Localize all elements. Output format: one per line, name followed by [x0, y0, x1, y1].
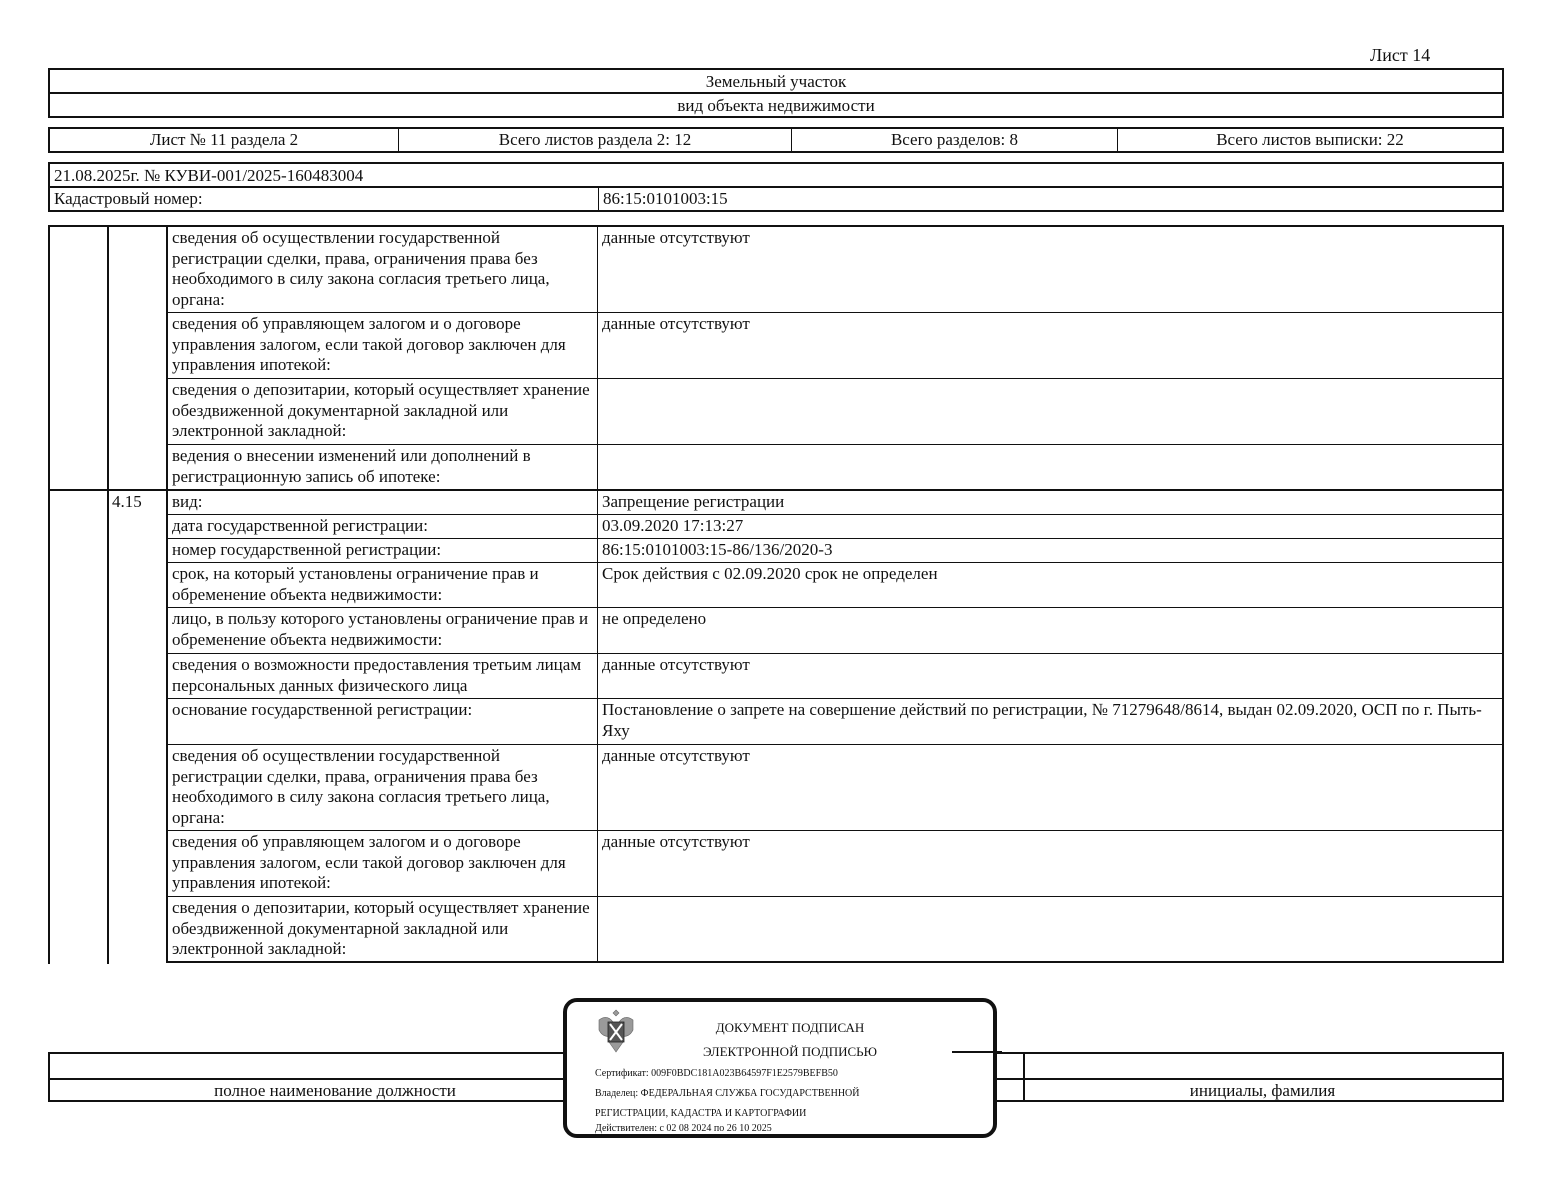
table-row [166, 539, 1504, 563]
total-sections: Всего разделов: 8 [792, 129, 1118, 151]
row-label: дата государственной регистрации: [166, 515, 598, 538]
table-row [166, 227, 1504, 313]
row-label: основание государственной регистрации: [166, 699, 598, 744]
table-row [166, 699, 1504, 745]
row-value: Постановление о запрете на совершение действий по регистрации, № 71279648/8614, выдан 02.09.2020, ОСП по г. Пыть-Яху [598, 699, 1504, 744]
row-value: данные отсутствуют [598, 745, 1504, 830]
row-value: данные отсутствуют [598, 831, 1504, 896]
table-row [166, 515, 1504, 539]
table-row [166, 445, 1504, 489]
row-label: ведения о внесении изменений или дополнений в регистрационную запись об ипотеке: [166, 445, 598, 489]
stamp-owner-line2: РЕГИСТРАЦИИ, КАДАСТРА И КАРТОГРАФИИ [595, 1108, 807, 1119]
object-type-header [48, 68, 1504, 118]
extract-date-number: 21.08.2025г. № КУВИ-001/2025-160483004 [50, 164, 1502, 188]
row-label: лицо, в пользу которого установлены ограничение прав и обременение объекта недвижимости: [166, 608, 598, 653]
stamp-owner-line1: Владелец: ФЕДЕРАЛЬНАЯ СЛУЖБА ГОСУДАРСТВЕННОЙ [595, 1088, 860, 1099]
table-row [166, 608, 1504, 654]
stamp-validity: Действителен: с 02 08 2024 по 26 10 2025 [595, 1123, 772, 1134]
stamp-title-line2: ЭЛЕКТРОННОЙ ПОДПИСЬЮ [703, 1044, 877, 1059]
row-value: Запрещение регистрации [598, 491, 1504, 514]
row-label: сведения о возможности предоставления третьим лицам персональных данных физического лица [166, 654, 598, 698]
row-value: 03.09.2020 17:13:27 [598, 515, 1504, 538]
row-value: данные отсутствуют [598, 227, 1504, 312]
object-type-caption: вид объекта недвижимости [677, 96, 875, 115]
row-label: сведения о депозитарии, который осуществляет хранение обездвиженной документарной закладной или электронной закладной: [166, 897, 598, 961]
position-caption: полное наименование должности [214, 1081, 456, 1100]
table-row [166, 745, 1504, 831]
sheet-number: Лист 14 [1370, 45, 1431, 65]
row-label: срок, на который установлены ограничение прав и обременение объекта недвижимости: [166, 563, 598, 607]
table-row [166, 491, 1504, 515]
row-value: Срок действия с 02.09.2020 срок не определен [598, 563, 1504, 607]
object-type: Земельный участок [50, 70, 1502, 94]
table-row [166, 831, 1504, 897]
row-value: данные отсутствуют [598, 654, 1504, 698]
stamp-certificate: Сертификат: 009F0BDC181A023B64597F1E2579BEFB50 [595, 1068, 838, 1079]
row-value: 86:15:0101003:15-86/136/2020-3 [598, 539, 1504, 562]
table-left-border [48, 225, 50, 964]
row-value: не определено [598, 608, 1504, 653]
continuation-block [166, 227, 1504, 489]
table-row [166, 654, 1504, 699]
row-value [598, 379, 1504, 444]
row-label: номер государственной регистрации: [166, 539, 598, 562]
electronic-signature-stamp [563, 998, 997, 1138]
extract-identification [48, 162, 1504, 212]
row-label: сведения об осуществлении государственной регистрации сделки, права, ограничения права без необходимого в силу закона согласия третьего лица, органа: [166, 745, 598, 830]
total-extract-sheets: Всего листов выписки: 22 [1216, 130, 1404, 149]
cadastral-number-label: Кадастровый номер: [50, 188, 599, 210]
row-label: сведения об управляющем залогом и о договоре управления залогом, если такой договор заключен для управления ипотекой: [166, 831, 598, 896]
table-number-column-border [107, 225, 109, 964]
total-section-sheets: Всего листов раздела 2: 12 [399, 129, 792, 151]
sheet-of-section: Лист № 11 раздела 2 [50, 129, 399, 151]
row-label: сведения об осуществлении государственной регистрации сделки, права, ограничения права без необходимого в силу закона согласия третьего лица, органа: [166, 227, 598, 312]
table-row [166, 313, 1504, 379]
name-caption: инициалы, фамилия [1189, 1081, 1336, 1100]
row-label: вид: [166, 491, 598, 514]
cadastral-number-value: 86:15:0101003:15 [603, 189, 728, 208]
entry-number: 4.15 [112, 492, 142, 511]
table-row [166, 897, 1504, 963]
table-row [166, 379, 1504, 445]
sheet-info-row [48, 127, 1504, 153]
row-value [598, 897, 1504, 961]
row-value [598, 445, 1504, 489]
row-value: данные отсутствуют [598, 313, 1504, 378]
stamp-guide-line [952, 1051, 1002, 1053]
row-label: сведения о депозитарии, который осуществляет хранение обездвиженной документарной закладной или электронной закладной: [166, 379, 598, 444]
entry-block [166, 491, 1504, 963]
row-label: сведения об управляющем залогом и о договоре управления залогом, если такой договор заключен для управления ипотекой: [166, 313, 598, 378]
stamp-title-line1: ДОКУМЕНТ ПОДПИСАН [715, 1020, 865, 1035]
table-row [166, 563, 1504, 608]
